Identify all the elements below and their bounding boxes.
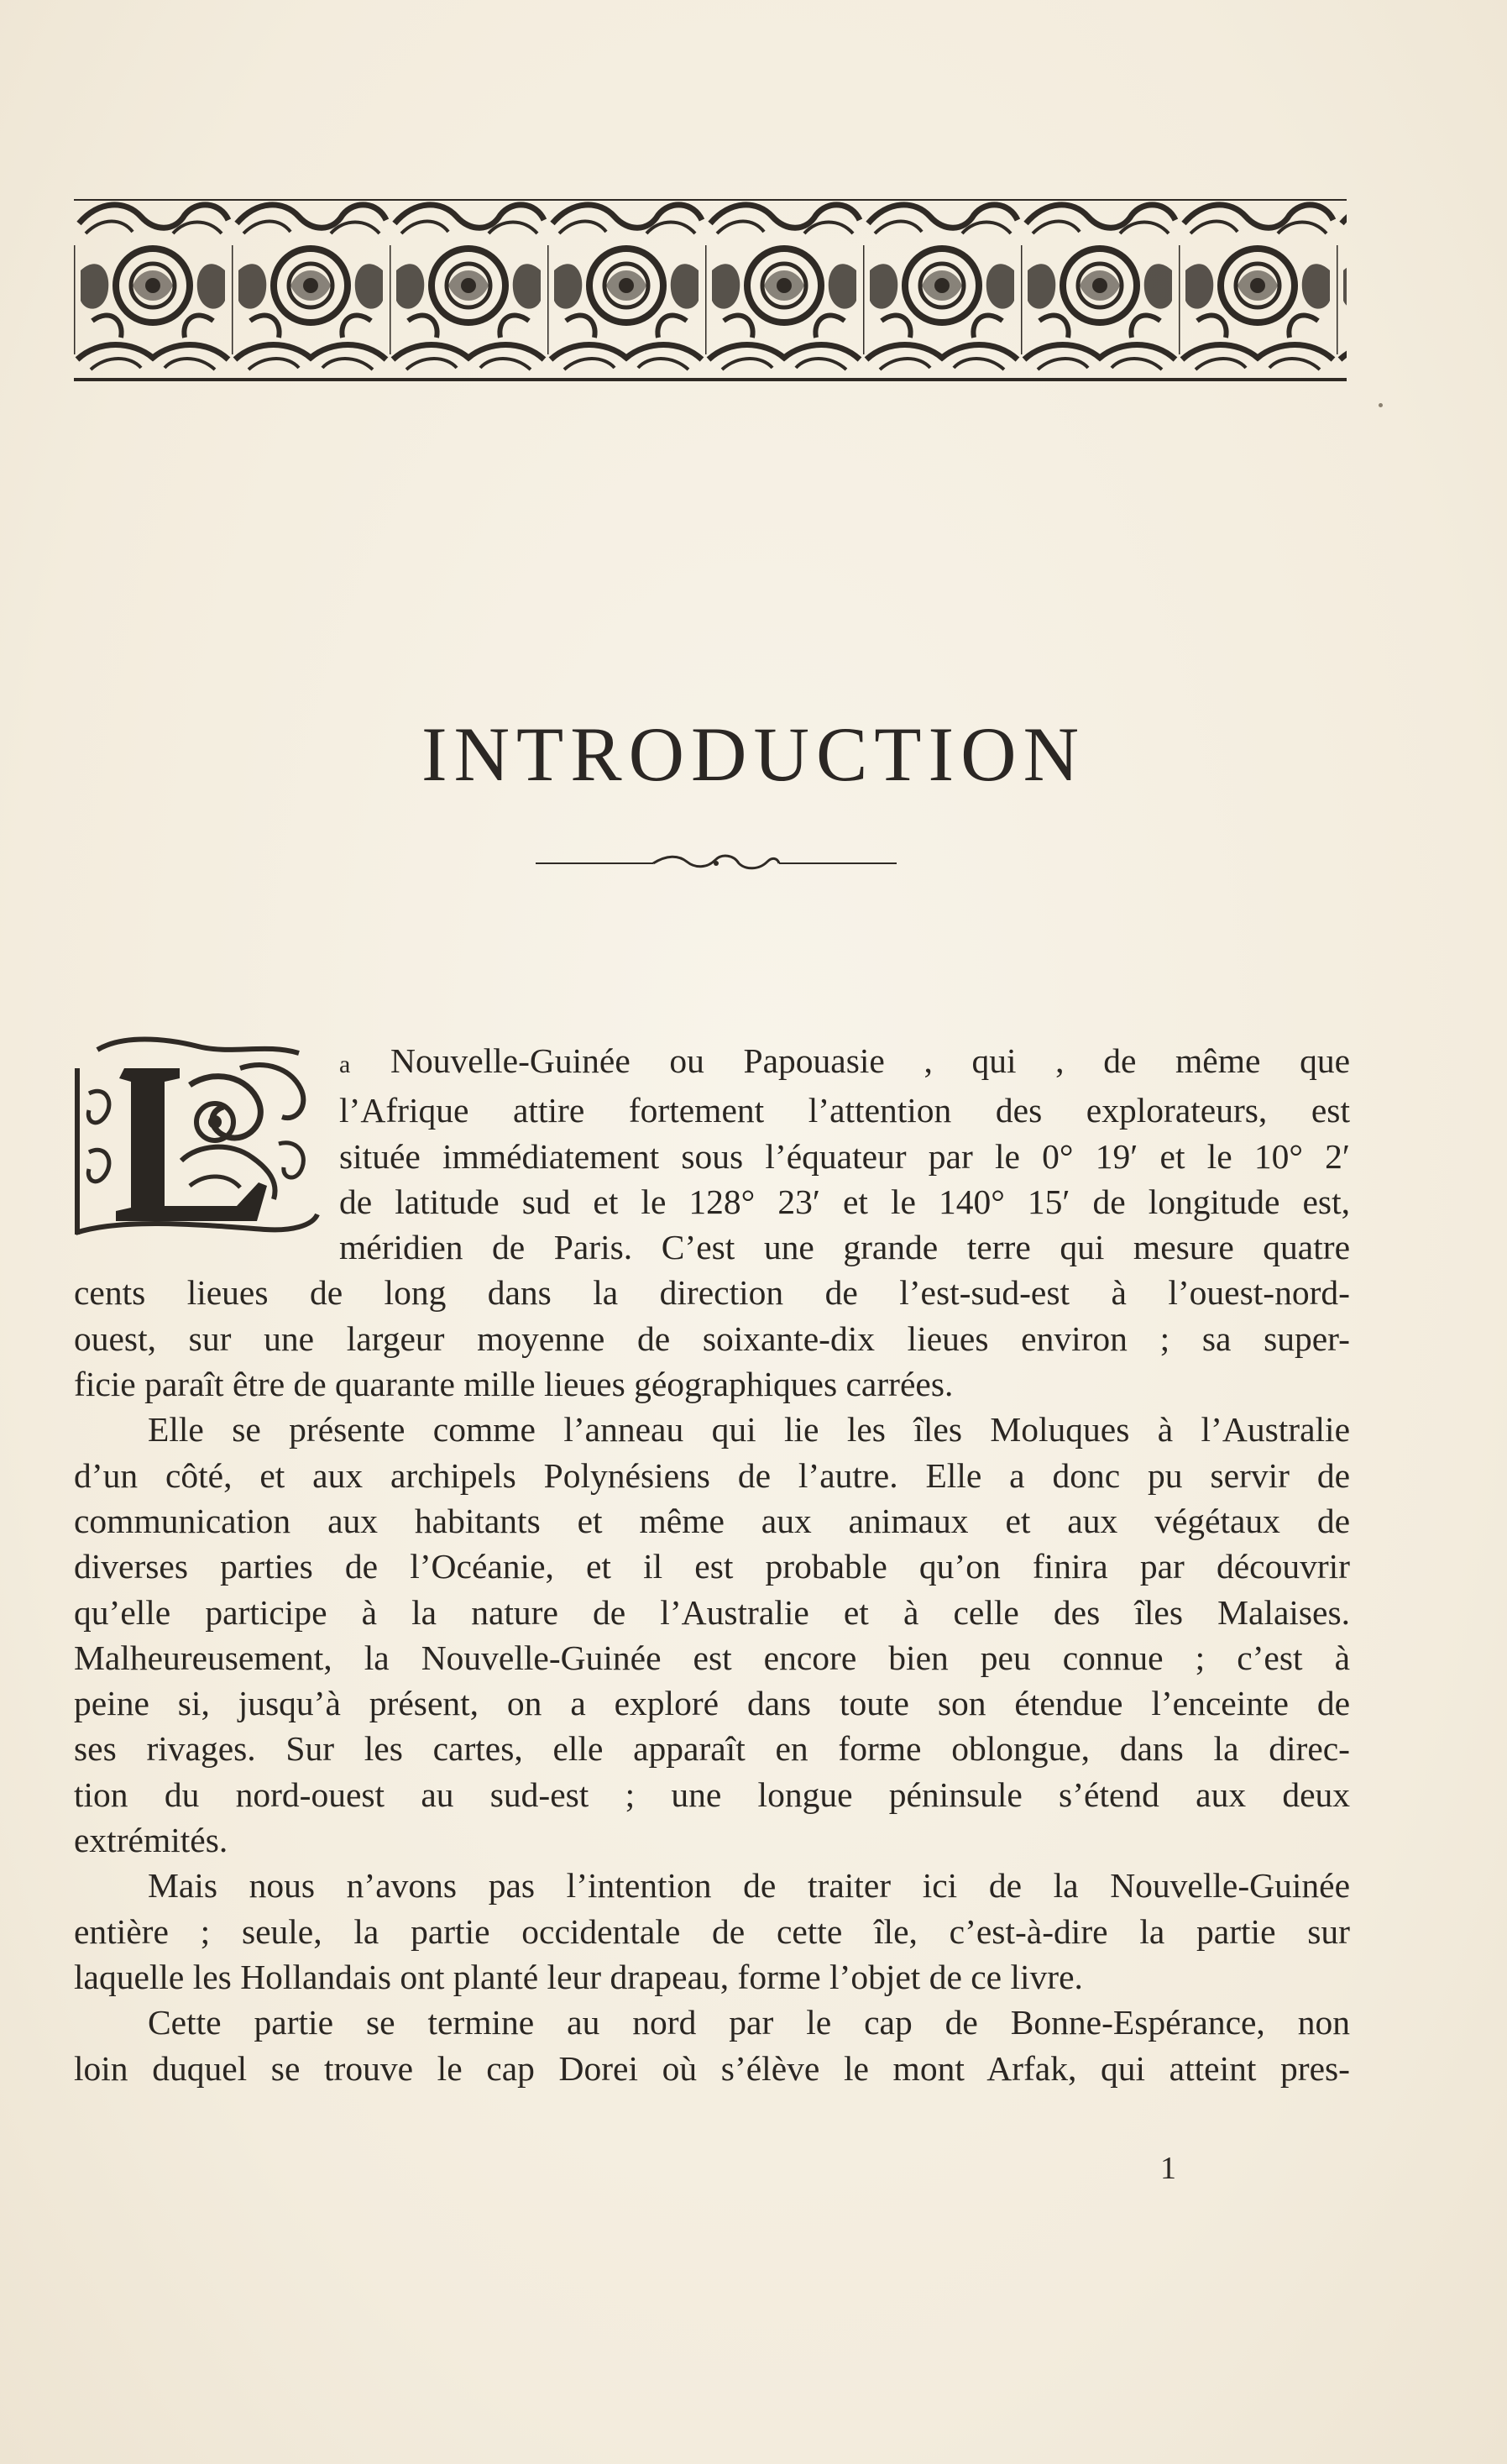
text-line: laquelle les Hollandais ont planté leur drapeau, forme l’objet de ce livre. (74, 1957, 1083, 1996)
first-paragraph-continuation (74, 1270, 1350, 1407)
body-text (74, 1038, 1350, 2091)
text-line: tion du nord-ouest au sud-est ; une longue péninsule s’étend aux deux (74, 1775, 1350, 1814)
text-line: Cette partie se termine au nord par le cap de Bonne-Espérance, non (148, 2003, 1350, 2042)
page-speck (1379, 403, 1383, 407)
text-line: communication aux habitants et même aux animaux et aux végétaux de (74, 1501, 1350, 1540)
text-line: loin duquel se trouve le cap Dorei où s’élève le mont Arfak, qui atteint pres- (74, 2048, 1350, 2088)
paragraph-3 (74, 1863, 1350, 2000)
text-line: peine si, jusqu’à présent, on a exploré dans toute son étendue l’enceinte de (74, 1684, 1350, 1723)
text-line: cents lieues de long dans la direction de l’est-sud-est à l’ouest-nord- (74, 1273, 1350, 1313)
page-number: 1 (1160, 2151, 1176, 2186)
text-line: Malheureusement, la Nouvelle-Guinée est encore bien peu connue ; c’est à (74, 1638, 1350, 1677)
text-line: ouest, sur une largeur moyenne de soixante-dix lieues environ ; sa super- (74, 1319, 1350, 1358)
text-line: de latitude sud et le 128° 23′ et le 140° 15′ de longitude est, (339, 1182, 1350, 1221)
first-paragraph-opening (339, 1038, 1350, 1270)
title-rule-ornament (536, 852, 897, 873)
text-line: a Nouvelle-Guinée ou Papouasie , qui , de même que (339, 1041, 1350, 1080)
text-line: diverses parties de l’Océanie, et il est probable qu’on finira par découvrir (74, 1547, 1350, 1586)
text-line: méridien de Paris. C’est une grande terre qui mesure quatre (339, 1228, 1350, 1267)
text-line: qu’elle participe à la nature de l’Australie et à celle des îles Malaises. (74, 1592, 1350, 1632)
text-line: ficie paraît être de quarante mille lieues géographiques carrées. (74, 1365, 954, 1404)
text-line: ses rivages. Sur les cartes, elle apparaît en forme oblongue, dans la direc- (74, 1729, 1350, 1769)
text-line: entière ; seule, la partie occidentale de cette île, c’est-à-dire la partie sur (74, 1911, 1350, 1951)
text-line: d’un côté, et aux archipels Polynésiens de l’autre. Elle a donc pu servir de (74, 1455, 1350, 1495)
text-line: extrémités. (74, 1821, 228, 1860)
chapter-title: INTRODUCTION (421, 710, 1086, 797)
paragraph-4 (74, 2000, 1350, 2091)
text-line: Elle se présente comme l’anneau qui lie les îles Moluques à l’Australie (148, 1410, 1350, 1450)
header-ornament (74, 195, 1347, 385)
text-line: située immédiatement sous l’équateur par le 0° 19′ et le 10° 2′ (339, 1136, 1350, 1176)
text-line: l’Afrique attire fortement l’attention des explorateurs, est (339, 1091, 1350, 1130)
text-line: Mais nous n’avons pas l’intention de traiter ici de la Nouvelle-Guinée (148, 1866, 1350, 1906)
opening-smallcap: a (339, 1051, 352, 1078)
paragraph-2 (74, 1407, 1350, 1863)
